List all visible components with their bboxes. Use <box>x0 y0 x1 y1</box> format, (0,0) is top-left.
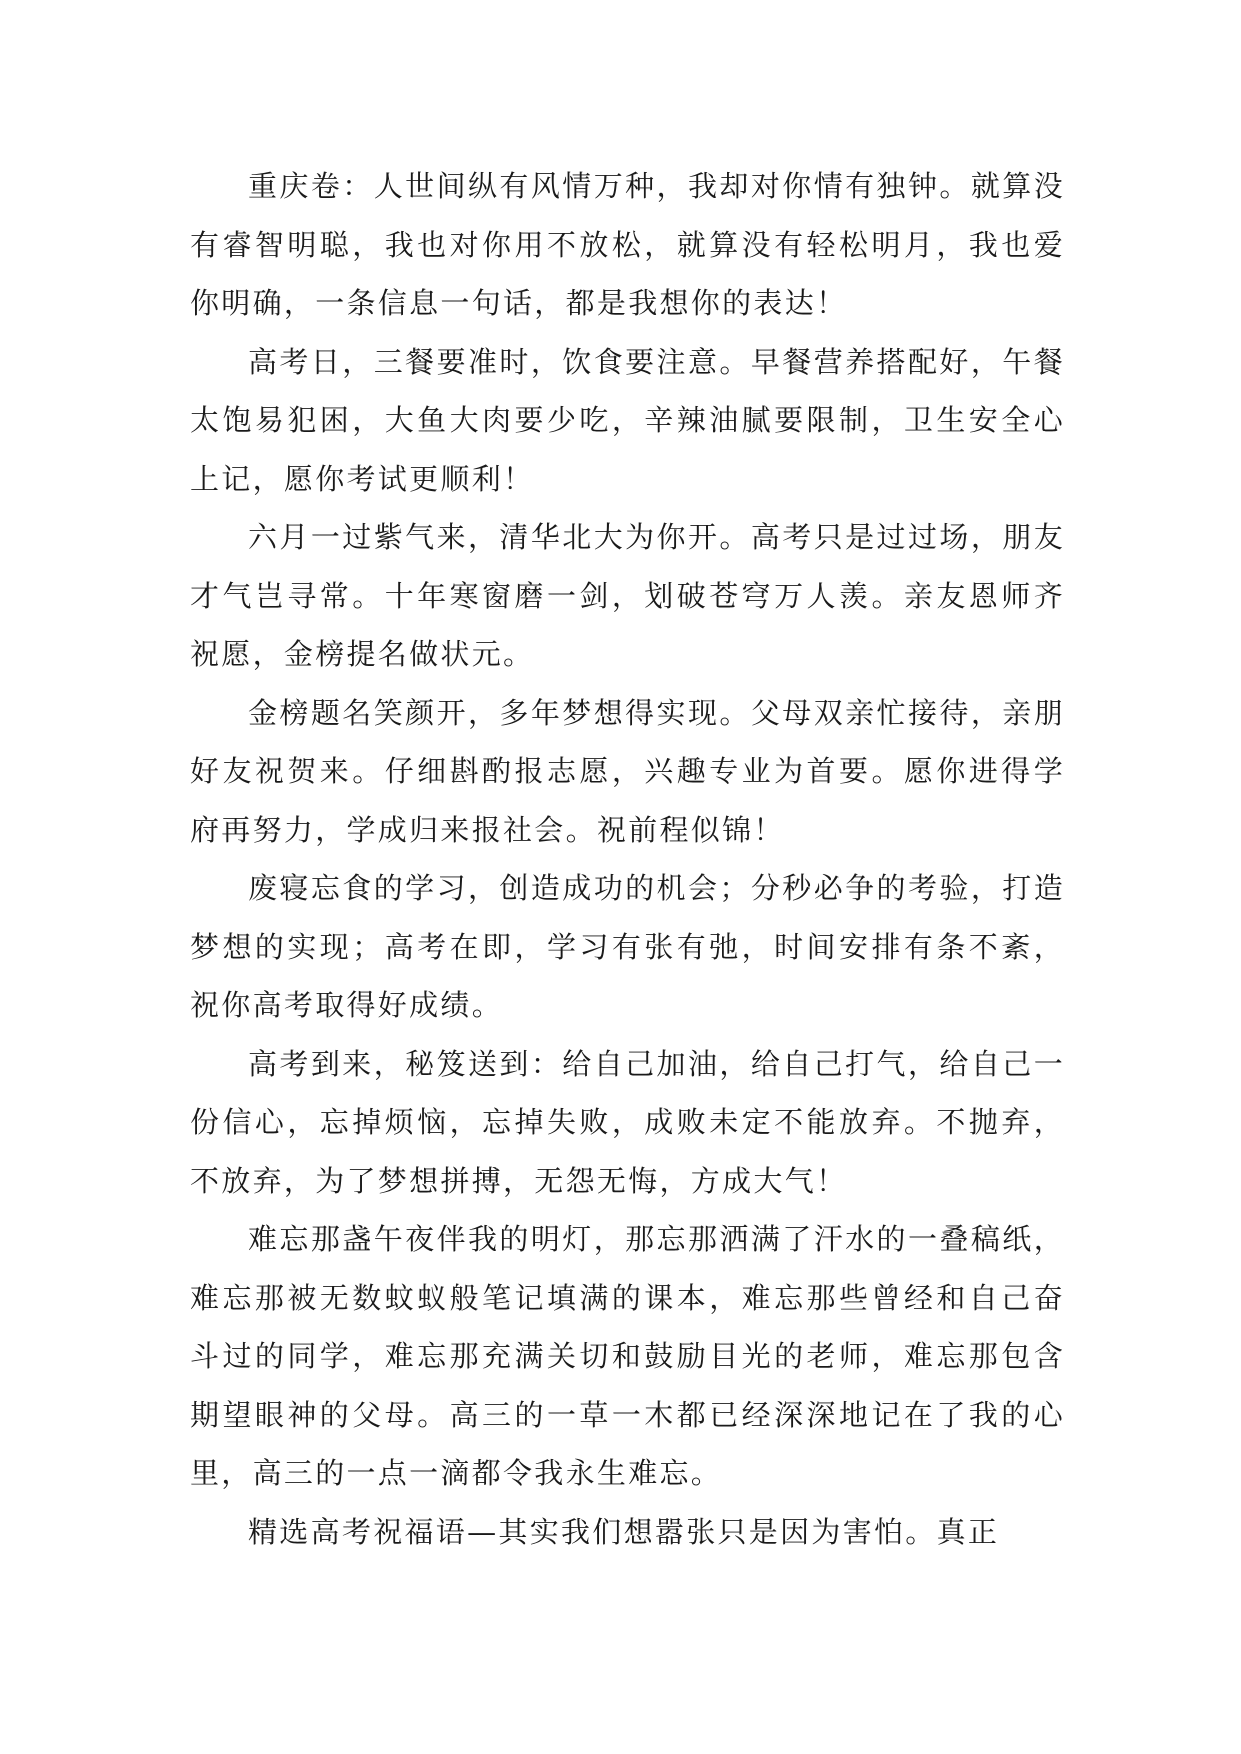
paragraph-6: 高考到来，秘笈送到：给自己加油，给自己打气，给自己一份信心，忘掉烦恼，忘掉失败，成败未定不能放弃。不抛弃，不放弃，为了梦想拼搏，无怨无悔，方成大气！ <box>190 1046 1065 1198</box>
paragraph-3: 六月一过紫气来，清华北大为你开。高考只是过过场，朋友才气岂寻常。十年寒窗磨一剑，划破苍穹万人羡。亲友恩师齐祝愿，金榜提名做状元。 <box>190 520 1065 671</box>
paragraph-2: 高考日，三餐要准时，饮食要注意。早餐营养搭配好，午餐太饱易犯困，大鱼大肉要少吃，辛辣油腻要限制，卫生安全心上记，愿你考试更顺利！ <box>190 344 1065 496</box>
paragraph-8: 精选高考祝福语—其实我们想嚣张只是因为害怕。真正 <box>248 1514 1000 1549</box>
document-body <box>190 157 1065 1561</box>
paragraph-4: 金榜题名笑颜开，多年梦想得实现。父母双亲忙接待，亲朋好友祝贺来。仔细斟酌报志愿，兴趣专业为首要。愿你进得学府再努力，学成归来报社会。祝前程似锦！ <box>190 695 1065 847</box>
paragraph-1: 重庆卷：人世间纵有风情万种，我却对你情有独钟。就算没有睿智明聪，我也对你用不放松，就算没有轻松明月，我也爱你明确，一条信息一句话，都是我想你的表达！ <box>190 169 1065 320</box>
paragraph-7: 难忘那盏午夜伴我的明灯，那忘那洒满了汗水的一叠稿纸，难忘那被无数蚊蚁般笔记填满的课本，难忘那些曾经和自己奋斗过的同学，难忘那充满关切和鼓励目光的老师，难忘那包含期望眼神的父母。高三的一草一木都已经深深地记在了我的心里，高三的一点一滴都令我永生难忘。 <box>190 1222 1065 1490</box>
paragraph-5: 废寝忘食的学习，创造成功的机会；分秒必争的考验，打造梦想的实现；高考在即，学习有张有弛，时间安排有条不紊，祝你高考取得好成绩。 <box>190 871 1065 1022</box>
